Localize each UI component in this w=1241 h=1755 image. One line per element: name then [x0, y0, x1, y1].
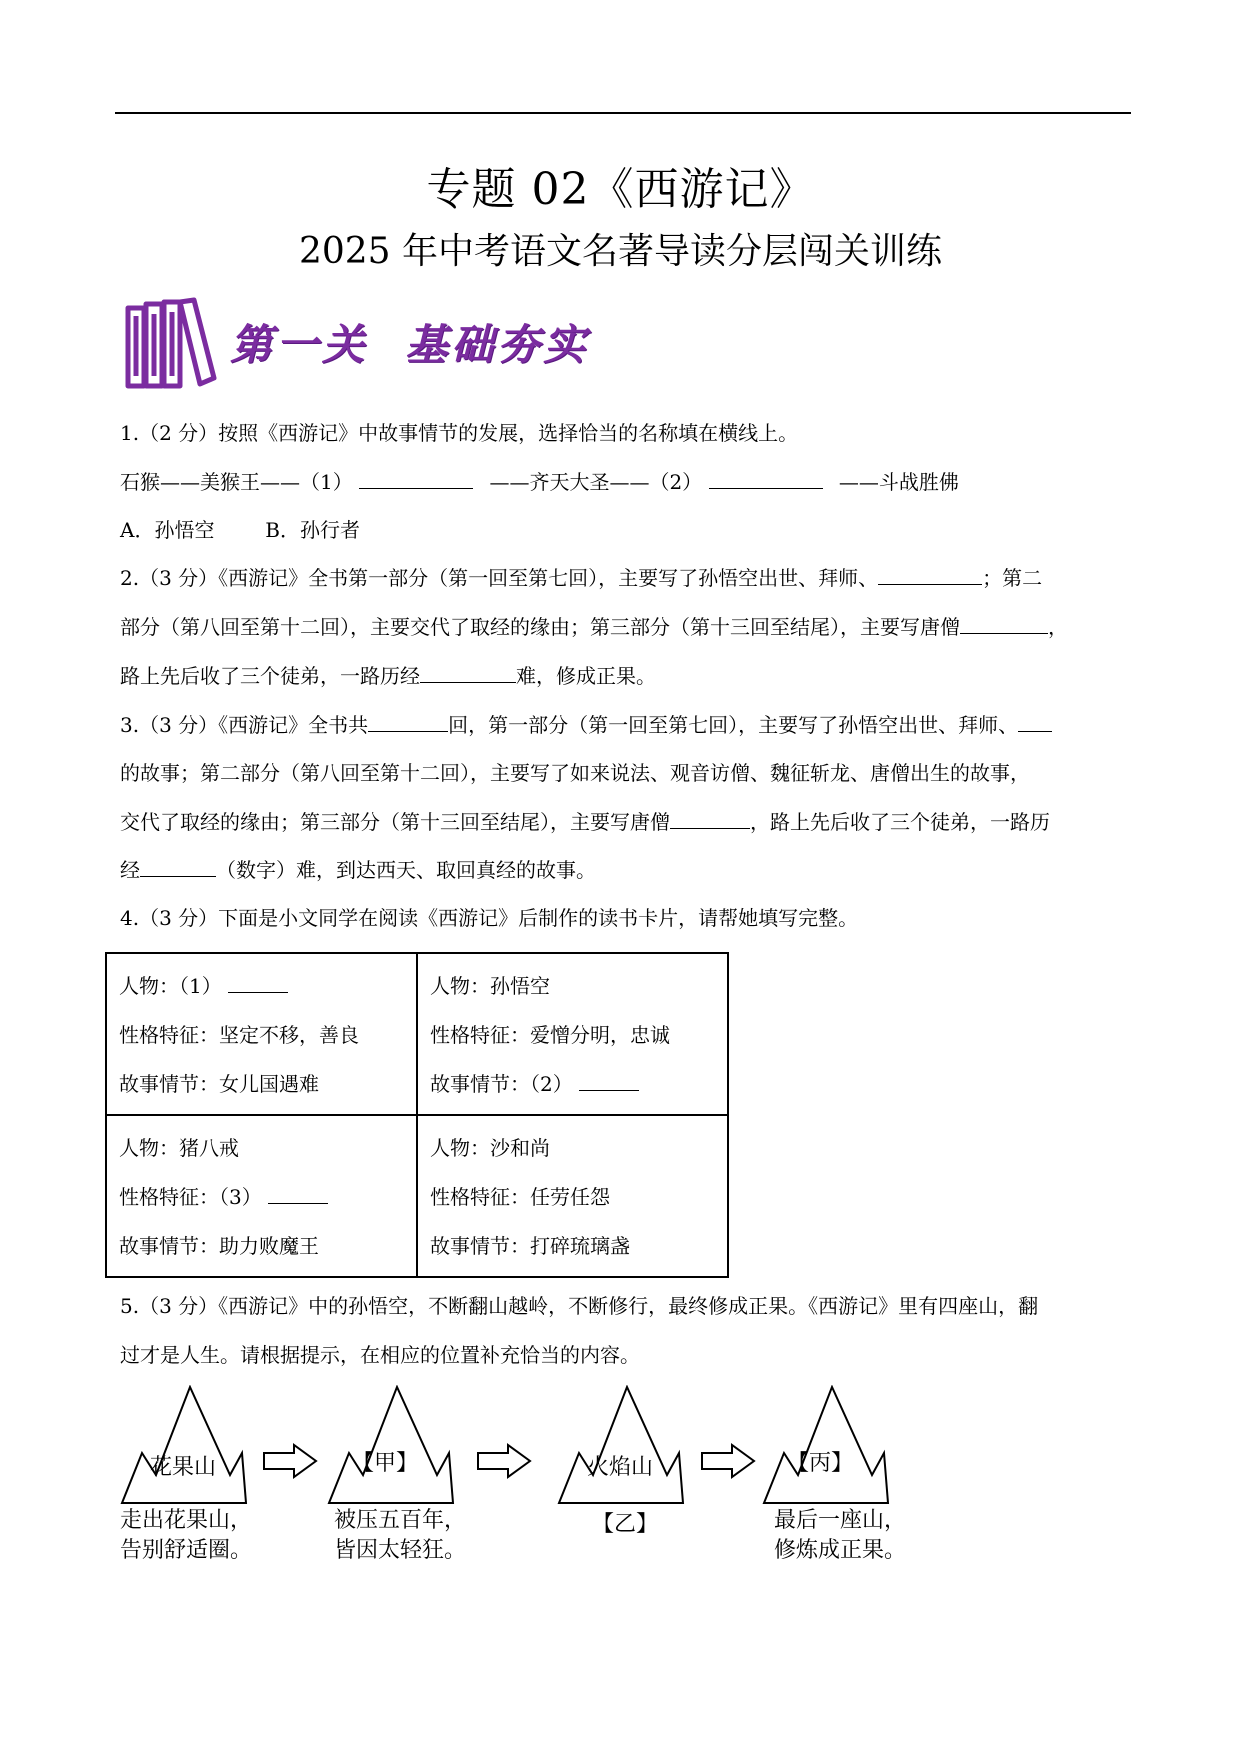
q3-text: （数字）难，到达西天、取回真经的故事。 [216, 858, 596, 882]
caption-line: 修炼成正果。 [774, 1538, 907, 1563]
mountain-icon [555, 1385, 685, 1505]
mountain-label-1: 花果山 [150, 1455, 217, 1480]
q5-line-1: 5.（3 分）《西游记》中的孙悟空，不断翻山越岭，不断修行，最终修成正果。《西游记》里有四座山，翻 [120, 1294, 1039, 1318]
card-trait: 性格特征：任劳任怨 [430, 1185, 610, 1209]
caption-line: 走出花果山， [120, 1508, 253, 1533]
q2-line-3 [120, 664, 656, 688]
card-person: 人物：（1） [119, 974, 222, 998]
q2-line-2 [120, 615, 1068, 639]
mountain-icon [325, 1385, 455, 1505]
card-trait: 性格特征：坚定不移，善良 [119, 1023, 359, 1047]
q1-options: A．孙悟空 B．孙行者 [120, 518, 360, 542]
arrow-right-icon [700, 1443, 756, 1479]
caption-line: 皆因太轻狂。 [334, 1538, 467, 1563]
arrow-right-icon [476, 1443, 532, 1479]
q3-line-3 [120, 810, 1050, 834]
q3-text: 经 [120, 858, 140, 882]
q1-seq-part-c: ——斗战胜佛 [838, 470, 959, 494]
q1-blank-1[interactable] [359, 470, 473, 489]
q1-blank-2[interactable] [709, 470, 823, 489]
q3-line-4 [120, 858, 596, 882]
q2-text: 2.（3 分）《西游记》全书第一部分（第一回至第七回），主要写了孙悟空出世、拜师、 [120, 566, 879, 590]
q2-blank-3[interactable] [420, 664, 516, 683]
mountain-caption-2 [334, 1506, 466, 1566]
books-icon [122, 296, 222, 392]
mountain-label-4: 【丙】 [787, 1451, 854, 1476]
card-cell [417, 1115, 728, 1277]
card-cell [106, 1115, 417, 1277]
q3-blank-2[interactable] [1018, 713, 1052, 732]
mountain-label-3: 火焰山 [587, 1455, 654, 1480]
q2-text: ；第二 [982, 566, 1043, 590]
q3-line-1 [120, 713, 1052, 737]
mountain-icon [760, 1385, 890, 1505]
card-blank-2[interactable] [579, 1072, 639, 1091]
q1-sequence [120, 470, 959, 494]
q2-text: 路上先后收了三个徒弟，一路历经 [120, 664, 420, 688]
arrow-right-icon [262, 1443, 318, 1479]
card-cell [106, 953, 417, 1115]
mountain-icon [118, 1385, 248, 1505]
q2-text: ， [1048, 615, 1068, 639]
card-person: 人物：猪八戒 [119, 1136, 239, 1160]
q2-text: 难，修成正果。 [516, 664, 656, 688]
q1-stem: 1.（2 分）按照《西游记》中故事情节的发展，选择恰当的名称填在横线上。 [120, 421, 799, 445]
card-plot: 故事情节：打碎琉璃盏 [430, 1234, 630, 1258]
card-blank-3[interactable] [268, 1185, 328, 1204]
card-person: 人物：沙和尚 [430, 1136, 550, 1160]
q3-line-2: 的故事；第二部分（第八回至第十二回），主要写了如来说法、观音访僧、魏征斩龙、唐僧出生的故事， [120, 761, 1030, 785]
caption-line: 被压五百年， [334, 1508, 467, 1533]
reading-card-table [105, 952, 729, 1278]
card-plot: 故事情节：（2） [430, 1072, 573, 1096]
q2-text: 部分（第八回至第十二回），主要交代了取经的缘由；第三部分（第十三回至结尾），主要写唐僧 [120, 615, 960, 639]
card-trait: 性格特征：（3） [119, 1185, 262, 1209]
card-plot: 故事情节：女儿国遇难 [119, 1072, 319, 1096]
mountain-caption-3 [592, 1510, 658, 1540]
card-cell [417, 953, 728, 1115]
q3-text: 交代了取经的缘由；第三部分（第十三回至结尾），主要写唐僧 [120, 810, 670, 834]
top-rule [115, 112, 1131, 114]
mountain-caption-1 [120, 1506, 252, 1566]
mountain-label-2: 【甲】 [352, 1451, 419, 1476]
q2-blank-1[interactable] [878, 566, 982, 585]
banner-text: 第一关 基础夯实 [230, 320, 590, 369]
q3-text: 回，第一部分（第一回至第七回），主要写了孙悟空出世、拜师、 [448, 713, 1019, 737]
q2-blank-2[interactable] [960, 615, 1048, 634]
card-trait: 性格特征：爱憎分明，忠诚 [430, 1023, 670, 1047]
page-subtitle: 2025 年中考语文名著导读分层闯关训练 [298, 231, 943, 272]
caption-line: 【乙】 [592, 1512, 659, 1537]
card-plot: 故事情节：助力败魔王 [119, 1234, 319, 1258]
q3-text: 3.（3 分）《西游记》全书共 [120, 713, 369, 737]
card-blank-1[interactable] [228, 974, 288, 993]
q3-text: ，路上先后收了三个徒弟，一路历 [750, 810, 1050, 834]
mountain-caption-4 [774, 1506, 906, 1566]
q3-blank-4[interactable] [140, 858, 216, 877]
q4-stem: 4.（3 分）下面是小文同学在阅读《西游记》后制作的读书卡片，请帮她填写完整。 [120, 906, 859, 930]
q5-line-2: 过才是人生。请根据提示，在相应的位置补充恰当的内容。 [120, 1343, 640, 1367]
level-banner [122, 296, 590, 392]
q1-seq-part-a: 石猴——美猴王——（1） [120, 470, 353, 494]
caption-line: 最后一座山， [774, 1508, 907, 1533]
q1-seq-part-b: ——齐天大圣——（2） [489, 470, 703, 494]
caption-line: 告别舒适圈。 [120, 1538, 253, 1563]
q2-line-1 [120, 566, 1042, 590]
card-person: 人物：孙悟空 [430, 974, 550, 998]
q3-blank-3[interactable] [670, 810, 750, 829]
q3-blank-1[interactable] [368, 713, 448, 732]
page-title: 专题 02《西游记》 [426, 164, 815, 215]
